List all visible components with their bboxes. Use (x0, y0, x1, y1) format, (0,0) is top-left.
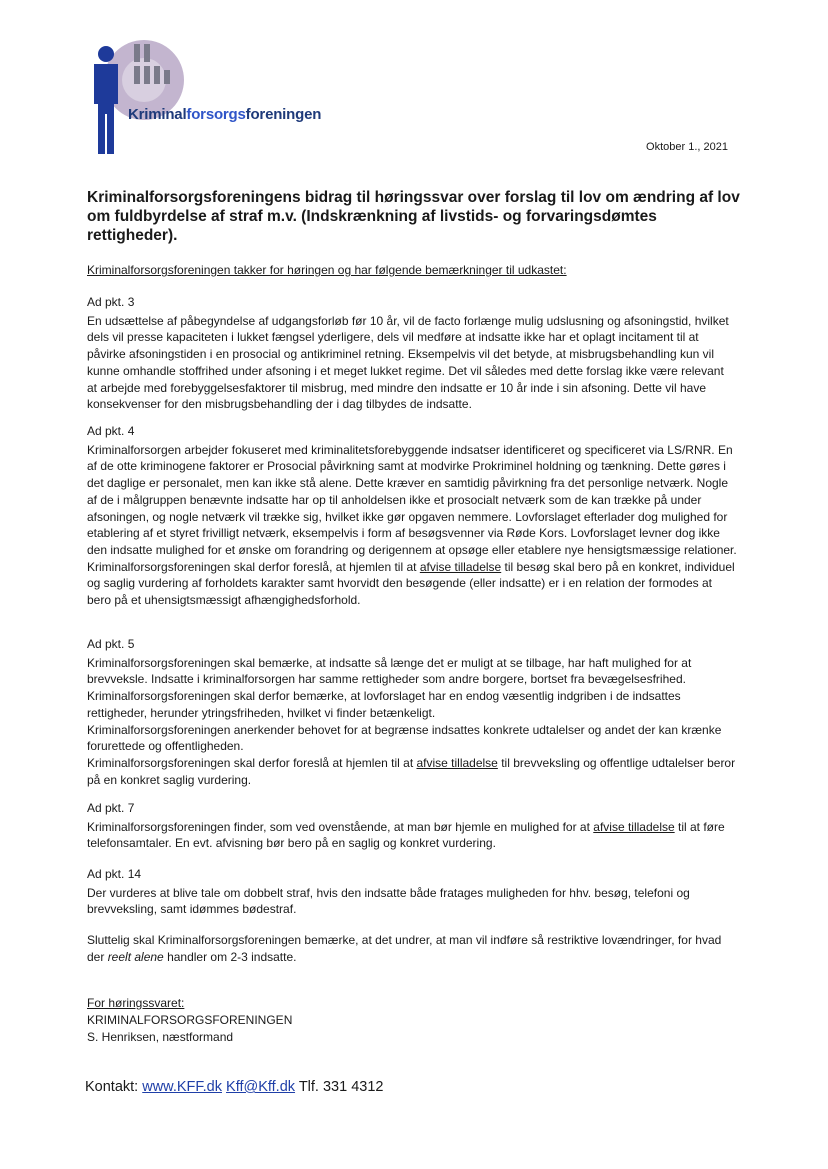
signature-label: For høringssvaret: (87, 996, 185, 1010)
logo-figure-head (98, 46, 114, 62)
section-paragraph: Kriminalforsorgen arbejder fokuseret med kriminalitetsforebyggende indsatser identificeret og specificeret via LS/RNR. En af de otte kriminogene faktorer er Prosocial påvirkning samt at modvirke Prokriminel holdning og tænkning. Dette gøres i det daglige er personalet, men kan ikke stå alene. Dette kræver en samtidig påvirkning fra det personlige netværk. Nogle af de i målgruppen benævnte indsatte har op til anholdelsen ikke et prosocialt netværk som de kan trække på under afsoningen, og nogle netværk vil trække sig, hvilket ikke gør opgaven nemmere. Lovforslaget efterlader dog mulighed for etablering af et styret frivilligt netværk, eksempelvis i form af besøgsvenner via Røde Kors. Lovforslaget levner dog ikke den indsatte mulighed for et ønske om forandring og derigennem at opsøge eller etablere nye hensigtsmæssige relationer. (87, 442, 737, 557)
section-pkt-5 (87, 636, 737, 788)
logo-wordmark-part: foreningen (245, 106, 322, 123)
text-run: Sluttelig skal Kriminalforsorgsforeningen bemærke, at det undrer, at man vil indføre så restriktive lovændringer, for hvad der (87, 933, 722, 964)
signature-block (87, 995, 292, 1045)
section-paragraph (87, 819, 737, 852)
section-pkt-3 (87, 294, 737, 413)
intro-text: Kriminalforsorgsforeningen takker for høringen og har følgende bemærkninger til udkastet: (87, 263, 567, 277)
signature-person: S. Henriksen, næstformand (87, 1029, 234, 1044)
text-run: til brevveksling og offentlige udtalelser beror på en konkret saglig vurdering. (87, 755, 736, 787)
logo-bar (144, 66, 150, 84)
logo-bar (134, 44, 140, 62)
section-pkt-4 (87, 423, 737, 609)
underlined-phrase: afvise tilladelse (416, 755, 498, 770)
section-paragraph: En udsættelse af påbegyndelse af udgangsforløb før 10 år, vil de facto forlænge mulig udslusning og afsoningstid, hvilket dels vil presse kapaciteten i lukket fængsel yderligere, dels vil medføre at indsatte ikke har et oplagt incitament til at påvirke afsoningstiden i en prosocial og antikriminel retning. Eksempelvis vil det betyde, at misbrugsbehandling kun vil kunne omhandle stoffrihed under afsoning i et meget lukket regime. Det vil således med dette forslag ikke være relevant at arbejde med forebyggelsesfaktorer til misbrug, med mindre den indsatte er 10 år inde i sin afsoning. Dette vil have konsekvenser for den misbrugsbehandling der i dag tilbydes de indsatte. (87, 313, 729, 412)
document-title: Kriminalforsorgsforeningens bidrag til høringssvar over forslag til lov om ændring af lov om fuldbyrdelse af straf m.v. (Indskrænkning af livstids- og forvaringsdømtes rettigheder). (87, 189, 740, 244)
text-run: handler om 2-3 indsatte. (163, 949, 297, 964)
section-heading: Ad pkt. 5 (87, 637, 135, 651)
logo-wordmark-part: Kriminal (128, 106, 187, 123)
section-heading: Ad pkt. 7 (87, 801, 135, 815)
underlined-phrase: afvise tilladelse (593, 819, 675, 834)
email-link[interactable]: Kff@Kff.dk (226, 1079, 296, 1095)
section-heading: Ad pkt. 14 (87, 867, 142, 881)
logo-bar (134, 66, 140, 84)
underlined-phrase: afvise tilladelse (419, 559, 502, 574)
section-paragraph: Kriminalforsorgsforeningen anerkender behovet for at begrænse indsattes konkrete udtalelser og andet der kan krænke forurettede og offentligheden. (87, 722, 722, 754)
signature-org: KRIMINALFORSORGSFORENINGEN (87, 1012, 293, 1027)
text-run: Kriminalforsorgsforeningen skal derfor foreslå at hjemlen til at (87, 755, 417, 770)
logo-figure-body (94, 64, 118, 154)
section-pkt-14 (87, 866, 737, 918)
section-paragraph: Kriminalforsorgsforeningen skal derfor bemærke, at lovforslaget har en endog væsentlig indgriben i de indsattes rettigheder, herunder ytringsfriheden, hvilket vi finder betænkeligt. (87, 689, 681, 720)
text-run: til besøg skal bero på en konkret, individuel og saglig vurdering af forholdets karakter samt hvorvidt den besøgende (eller indsatte) er i en relation der formodes at bero på et uhensigtsmæssigt afhængighedsforhold. (87, 559, 735, 608)
text-run: til at føre telefonsamtaler. En evt. afvisning bør bero på en saglig og konkret vurdering. (87, 819, 725, 851)
website-link[interactable]: www.KFF.dk (142, 1079, 222, 1095)
logo-graphic (84, 40, 364, 160)
section-paragraph (87, 755, 737, 788)
emphasis: reelt alene (107, 949, 164, 964)
logo-bar (154, 66, 160, 84)
section-pkt-7 (87, 800, 737, 852)
section-heading: Ad pkt. 4 (87, 424, 135, 438)
section-paragraph: Kriminalforsorgsforeningen skal bemærke, at indsatte så længe det er muligt at se tilbage, har haft mulighed for at brevveksle. Indsatte i kriminalforsorgen har samme rettigheder som andre borgere, bortset fra bevægelsesfrihed. (87, 655, 692, 687)
section-paragraph: Der vurderes at blive tale om dobbelt straf, hvis den indsatte både fratages muligheden for hhv. besøg, telefoni og brevveksling, samt idømmes bødestraf. (87, 885, 690, 917)
letter-date: Oktober 1., 2021 (646, 141, 728, 153)
phone-number: Tlf. 331 4312 (298, 1079, 384, 1095)
text-run: Kriminalforsorgsforeningen finder, som ved ovenstående, at man bør hjemle en mulighed for at (87, 819, 594, 834)
logo-bar (144, 44, 150, 62)
contact-line (85, 1079, 383, 1095)
logo-bar (164, 70, 170, 84)
contact-label: Kontakt: (85, 1079, 139, 1095)
logo (84, 40, 364, 160)
section-paragraph (87, 559, 737, 609)
text-run: Kriminalforsorgsforeningen skal derfor foreslå, at hjemlen til at (87, 559, 420, 574)
closing-paragraph (87, 932, 737, 965)
logo-wordmark-part: forsorgs (186, 106, 246, 123)
logo-wordmark (128, 106, 321, 123)
section-heading: Ad pkt. 3 (87, 295, 135, 309)
